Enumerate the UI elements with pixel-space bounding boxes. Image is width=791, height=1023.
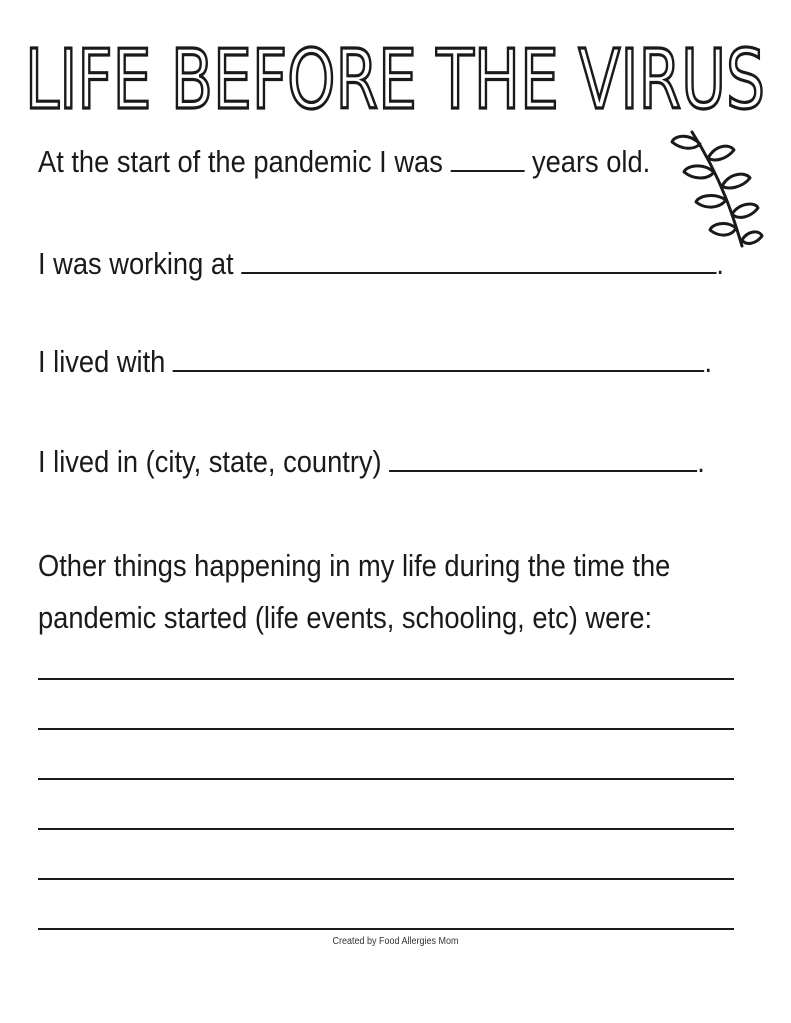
lived-in-prompt [38, 444, 705, 480]
lived-with-label: I lived with [38, 344, 166, 379]
answer-line-4[interactable] [38, 828, 734, 830]
working-prompt-label: I was working at [38, 246, 234, 281]
working-prompt [38, 246, 724, 282]
age-blank[interactable] [450, 166, 524, 172]
footer-credit: Created by Food Allergies Mom [332, 936, 459, 947]
lived-in-period: . [697, 444, 705, 479]
other-things-line-2: pandemic started (life events, schooling, etc) were: [38, 600, 653, 635]
working-blank[interactable] [241, 268, 716, 274]
leaf-sprig-icon [664, 124, 764, 254]
working-period: . [716, 246, 724, 281]
lived-in-label: I lived in (city, state, country) [38, 444, 382, 479]
lived-with-prompt [38, 344, 712, 380]
age-prompt [38, 144, 650, 180]
age-prompt-before: At the start of the pandemic I was [38, 144, 443, 179]
answer-line-2[interactable] [38, 728, 734, 730]
other-things-prompt [38, 540, 670, 644]
other-things-line-1: Other things happening in my life during the time the [38, 548, 671, 583]
lived-in-blank[interactable] [389, 466, 697, 472]
page-title [20, 28, 770, 128]
page-title-text: LIFE BEFORE THE VIRUS [25, 33, 765, 128]
answer-line-6[interactable] [38, 928, 734, 930]
lived-with-period: . [704, 344, 713, 379]
answer-line-3[interactable] [38, 778, 734, 780]
lived-with-blank[interactable] [173, 366, 705, 372]
age-prompt-after: years old. [531, 144, 651, 179]
answer-line-1[interactable] [38, 678, 734, 680]
answer-line-5[interactable] [38, 878, 734, 880]
